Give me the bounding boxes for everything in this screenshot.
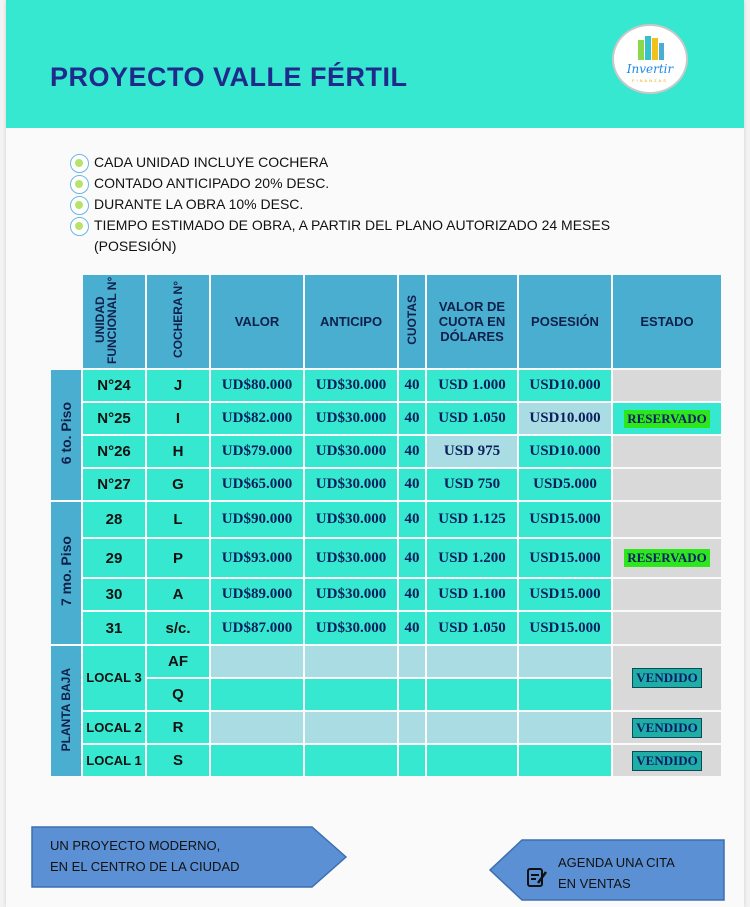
installments-cell: 40 bbox=[399, 370, 425, 401]
garage-cell: G bbox=[147, 469, 209, 500]
building-icon bbox=[636, 34, 666, 62]
advance-cell: UD$30.000 bbox=[305, 469, 397, 500]
status-cell bbox=[613, 646, 721, 710]
advance-cell: UD$30.000 bbox=[305, 403, 397, 434]
table-row bbox=[51, 579, 721, 610]
value-cell: UD$93.000 bbox=[211, 539, 303, 577]
bullet-logo-icon bbox=[70, 154, 89, 173]
header-cuotas: CUOTAS bbox=[399, 275, 425, 368]
advance-cell: UD$30.000 bbox=[305, 612, 397, 644]
advance-cell: UD$30.000 bbox=[305, 579, 397, 610]
installment-value-cell: USD 1.050 bbox=[427, 403, 517, 434]
tagline-line-2: EN EL CENTRO DE LA CIUDAD bbox=[50, 859, 240, 874]
logo-subtext: FINANZAS bbox=[632, 78, 668, 83]
unit-cell: 31 bbox=[83, 612, 145, 644]
garage-cell: R bbox=[147, 712, 209, 743]
status-cell bbox=[613, 469, 721, 500]
installment-value-cell: USD 1.050 bbox=[427, 612, 517, 644]
bullet-logo-icon bbox=[70, 175, 89, 194]
bullet-logo-icon bbox=[70, 217, 89, 236]
header-estado: ESTADO bbox=[613, 275, 721, 368]
possession-cell: USD10.000 bbox=[519, 403, 611, 434]
unit-cell: LOCAL 3 bbox=[83, 646, 145, 710]
table-row bbox=[51, 745, 721, 776]
installments-cell: 40 bbox=[399, 502, 425, 537]
status-badge-sold: VENDIDO bbox=[632, 751, 701, 771]
unit-cell: 29 bbox=[83, 539, 145, 577]
value-cell: UD$89.000 bbox=[211, 579, 303, 610]
value-cell: UD$79.000 bbox=[211, 436, 303, 467]
unit-cell: N°27 bbox=[83, 469, 145, 500]
unit-cell: 30 bbox=[83, 579, 145, 610]
advance-cell: UD$30.000 bbox=[305, 539, 397, 577]
table-row bbox=[51, 436, 721, 467]
possession-cell: USD15.000 bbox=[519, 539, 611, 577]
possession-cell: USD15.000 bbox=[519, 579, 611, 610]
unit-cell: LOCAL 1 bbox=[83, 745, 145, 776]
section-label-6: 6 to. Piso bbox=[51, 370, 81, 500]
table-row bbox=[51, 612, 721, 644]
status-cell bbox=[613, 370, 721, 401]
invertir-logo bbox=[612, 24, 688, 94]
section-label-pb: PLANTA BAJA bbox=[51, 646, 81, 776]
document-page bbox=[6, 0, 744, 907]
possession-cell: USD10.000 bbox=[519, 436, 611, 467]
status-cell bbox=[613, 579, 721, 610]
header-valor: VALOR bbox=[211, 275, 303, 368]
installment-value-cell: USD 750 bbox=[427, 469, 517, 500]
schedule-appointment-banner[interactable] bbox=[488, 838, 726, 902]
project-tagline-banner bbox=[30, 825, 350, 889]
logo-text: Invertir bbox=[626, 62, 674, 76]
table-row bbox=[51, 539, 721, 577]
cta-line-1: AGENDA UNA CITA bbox=[558, 855, 675, 870]
status-badge-reserved: RESERVADO bbox=[624, 549, 710, 567]
header-banner bbox=[6, 0, 744, 128]
value-cell: UD$87.000 bbox=[211, 612, 303, 644]
status-cell bbox=[613, 403, 721, 434]
cta-line-2: EN VENTAS bbox=[558, 876, 631, 891]
tagline-line-1: UN PROYECTO MODERNO, bbox=[50, 838, 221, 853]
header-unidad: UNIDAD FUNCIONAL N° bbox=[83, 275, 145, 368]
value-cell: UD$80.000 bbox=[211, 370, 303, 401]
installment-value-cell: USD 1.200 bbox=[427, 539, 517, 577]
garage-cell: H bbox=[147, 436, 209, 467]
status-badge-sold: VENDIDO bbox=[632, 668, 701, 688]
page-title: PROYECTO VALLE FÉRTIL bbox=[50, 62, 408, 92]
installment-value-cell: USD 975 bbox=[427, 436, 517, 467]
conditions-list bbox=[70, 152, 670, 257]
header-cochera: COCHERA N° bbox=[147, 275, 209, 368]
installment-value-cell: USD 1.125 bbox=[427, 502, 517, 537]
possession-cell: USD15.000 bbox=[519, 612, 611, 644]
possession-cell: USD10.000 bbox=[519, 370, 611, 401]
table-row bbox=[51, 403, 721, 434]
garage-cell: Q bbox=[147, 679, 209, 710]
bullet-logo-icon bbox=[70, 196, 89, 215]
installments-cell: 40 bbox=[399, 612, 425, 644]
installment-value-cell: USD 1.000 bbox=[427, 370, 517, 401]
garage-cell: A bbox=[147, 579, 209, 610]
installments-cell: 40 bbox=[399, 403, 425, 434]
table-row bbox=[51, 469, 721, 500]
status-badge-reserved: RESERVADO bbox=[624, 410, 710, 428]
header-row bbox=[51, 275, 721, 368]
advance-cell: UD$30.000 bbox=[305, 502, 397, 537]
unit-cell: N°24 bbox=[83, 370, 145, 401]
garage-cell: AF bbox=[147, 646, 209, 677]
possession-cell: USD5.000 bbox=[519, 469, 611, 500]
unit-cell: LOCAL 2 bbox=[83, 712, 145, 743]
installments-cell: 40 bbox=[399, 539, 425, 577]
condition-item: CONTADO ANTICIPADO 20% DESC. bbox=[70, 173, 670, 194]
status-cell bbox=[613, 502, 721, 537]
installment-value-cell: USD 1.100 bbox=[427, 579, 517, 610]
edit-note-icon bbox=[526, 866, 548, 888]
status-cell bbox=[613, 539, 721, 577]
status-badge-sold: VENDIDO bbox=[632, 718, 701, 738]
installments-cell: 40 bbox=[399, 579, 425, 610]
header-anticipo: ANTICIPO bbox=[305, 275, 397, 368]
value-cell: UD$65.000 bbox=[211, 469, 303, 500]
condition-item: TIEMPO ESTIMADO DE OBRA, A PARTIR DEL PLANO AUTORIZADO 24 MESES bbox=[70, 215, 670, 236]
status-cell bbox=[613, 712, 721, 743]
price-table bbox=[49, 273, 723, 778]
garage-cell: L bbox=[147, 502, 209, 537]
table-row bbox=[51, 712, 721, 743]
installments-cell: 40 bbox=[399, 469, 425, 500]
header-posesion: POSESIÓN bbox=[519, 275, 611, 368]
unit-cell: N°25 bbox=[83, 403, 145, 434]
status-cell bbox=[613, 612, 721, 644]
corner-cell bbox=[51, 275, 81, 368]
value-cell: UD$82.000 bbox=[211, 403, 303, 434]
condition-item-continued: (POSESIÓN) bbox=[94, 238, 177, 254]
condition-item: DURANTE LA OBRA 10% DESC. bbox=[70, 194, 670, 215]
advance-cell: UD$30.000 bbox=[305, 436, 397, 467]
status-cell bbox=[613, 745, 721, 776]
unit-cell: N°26 bbox=[83, 436, 145, 467]
installments-cell: 40 bbox=[399, 436, 425, 467]
garage-cell: S bbox=[147, 745, 209, 776]
advance-cell: UD$30.000 bbox=[305, 370, 397, 401]
table-row bbox=[51, 370, 721, 401]
garage-cell: P bbox=[147, 539, 209, 577]
garage-cell: J bbox=[147, 370, 209, 401]
value-cell: UD$90.000 bbox=[211, 502, 303, 537]
garage-cell: s/c. bbox=[147, 612, 209, 644]
section-label-7: 7 mo. Piso bbox=[51, 502, 81, 644]
table-row bbox=[51, 646, 721, 677]
table-row bbox=[51, 502, 721, 537]
condition-item: CADA UNIDAD INCLUYE COCHERA bbox=[70, 152, 670, 173]
possession-cell: USD15.000 bbox=[519, 502, 611, 537]
status-cell bbox=[613, 436, 721, 467]
header-valor-cuota: VALOR DE CUOTA EN DÓLARES bbox=[427, 275, 517, 368]
unit-cell: 28 bbox=[83, 502, 145, 537]
garage-cell: I bbox=[147, 403, 209, 434]
